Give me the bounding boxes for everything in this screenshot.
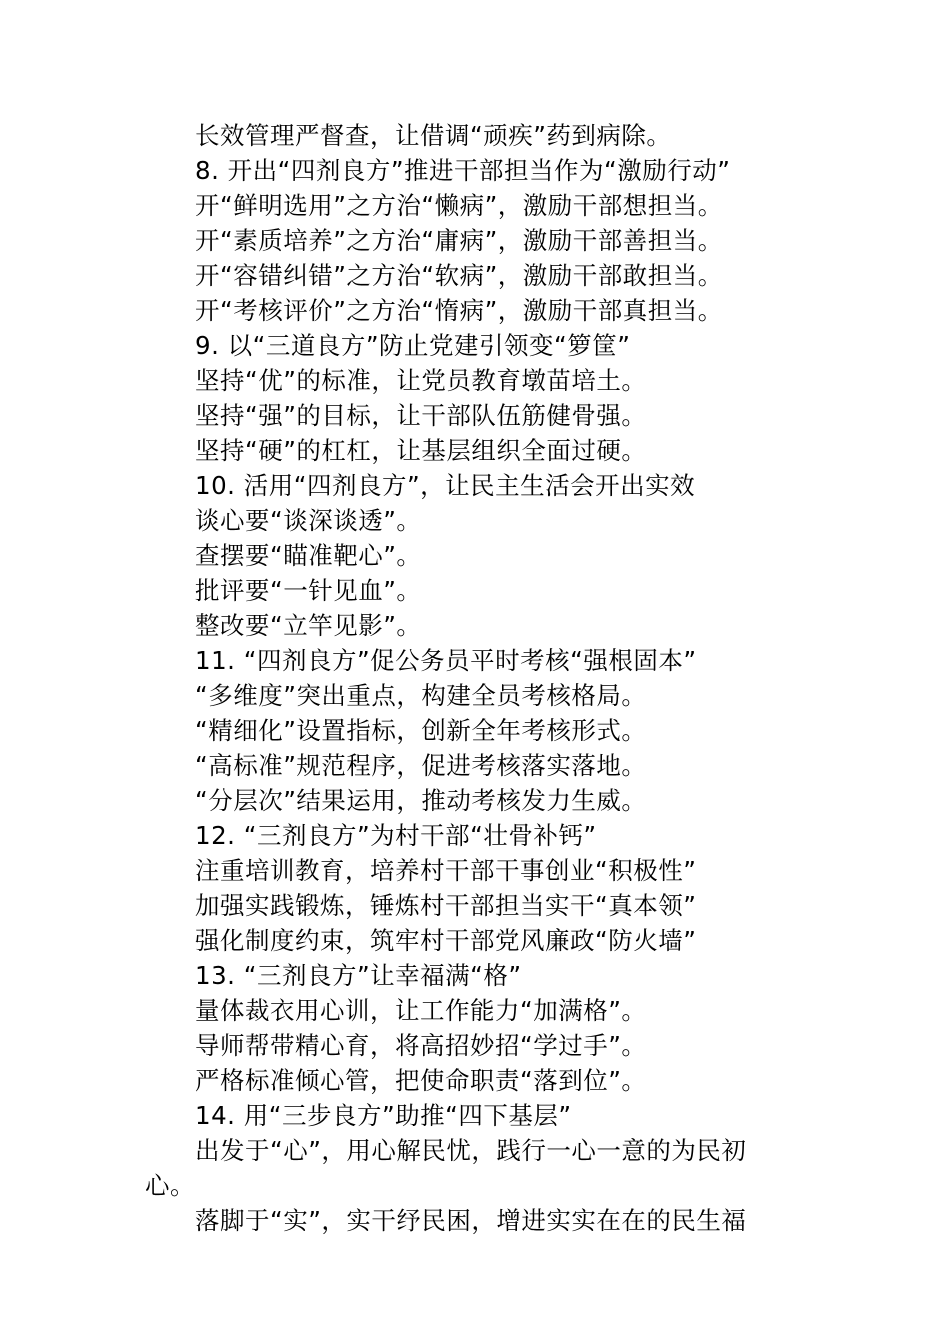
text-line: 开“考核评价”之方治“惰病”，激励干部真担当。 [195,296,723,325]
text-line: 开“鲜明选用”之方治“懒病”，激励干部想担当。 [195,191,723,220]
text-line-continuation: 心。 [145,1171,195,1200]
text-line: 查摆要“瞄准靶心”。 [195,541,422,570]
text-line: “高标准”规范程序，促进考核落实落地。 [195,751,647,780]
text-line: 开“素质培养”之方治“庸病”，激励干部善担当。 [195,226,723,255]
text-line: “多维度”突出重点，构建全员考核格局。 [195,681,647,710]
text-line: “分层次”结果运用，推动考核发力生威。 [195,786,647,815]
section-heading-12: 12. “三剂良方”为村干部“壮骨补钙” [195,821,597,850]
section-heading-10: 10. 活用“四剂良方”，让民主生活会开出实效 [195,471,696,500]
section-heading-8: 8. 开出“四剂良方”推进干部担当作为“激励行动” [195,156,731,185]
text-line: 坚持“硬”的杠杠，让基层组织全面过硬。 [195,436,647,465]
text-line: 整改要“立竿见影”。 [195,611,422,640]
text-line: 导师帮带精心育，将高招妙招“学过手”。 [195,1031,647,1060]
text-line: 出发于“心”，用心解民忧，践行一心一意的为民初 [195,1136,747,1165]
text-line: 坚持“强”的目标，让干部队伍筋健骨强。 [195,401,647,430]
section-heading-11: 11. “四剂良方”促公务员平时考核“强根固本” [195,646,697,675]
text-line: 谈心要“谈深谈透”。 [195,506,422,535]
text-line: 注重培训教育，培养村干部干事创业“积极性” [195,856,697,885]
text-line: 加强实践锻炼，锤炼村干部担当实干“真本领” [195,891,697,920]
text-line: “精细化”设置指标，创新全年考核形式。 [195,716,647,745]
text-line: 坚持“优”的标准，让党员教育墩苗培土。 [195,366,647,395]
text-line: 落脚于“实”，实干纾民困，增进实实在在的民生福 [195,1206,747,1235]
text-line: 开“容错纠错”之方治“软病”，激励干部敢担当。 [195,261,723,290]
section-heading-14: 14. 用“三步良方”助推“四下基层” [195,1101,572,1130]
text-line: 严格标准倾心管，把使命职责“落到位”。 [195,1066,647,1095]
text-line: 量体裁衣用心训，让工作能力“加满格”。 [195,996,647,1025]
section-heading-9: 9. 以“三道良方”防止党建引领变“箩筐” [195,331,631,360]
text-line: 批评要“一针见血”。 [195,576,422,605]
section-heading-13: 13. “三剂良方”让幸福满“格” [195,961,522,990]
text-line: 长效管理严督查，让借调“顽疾”药到病除。 [195,121,672,150]
text-line: 强化制度约束，筑牢村干部党风廉政“防火墙” [195,926,697,955]
